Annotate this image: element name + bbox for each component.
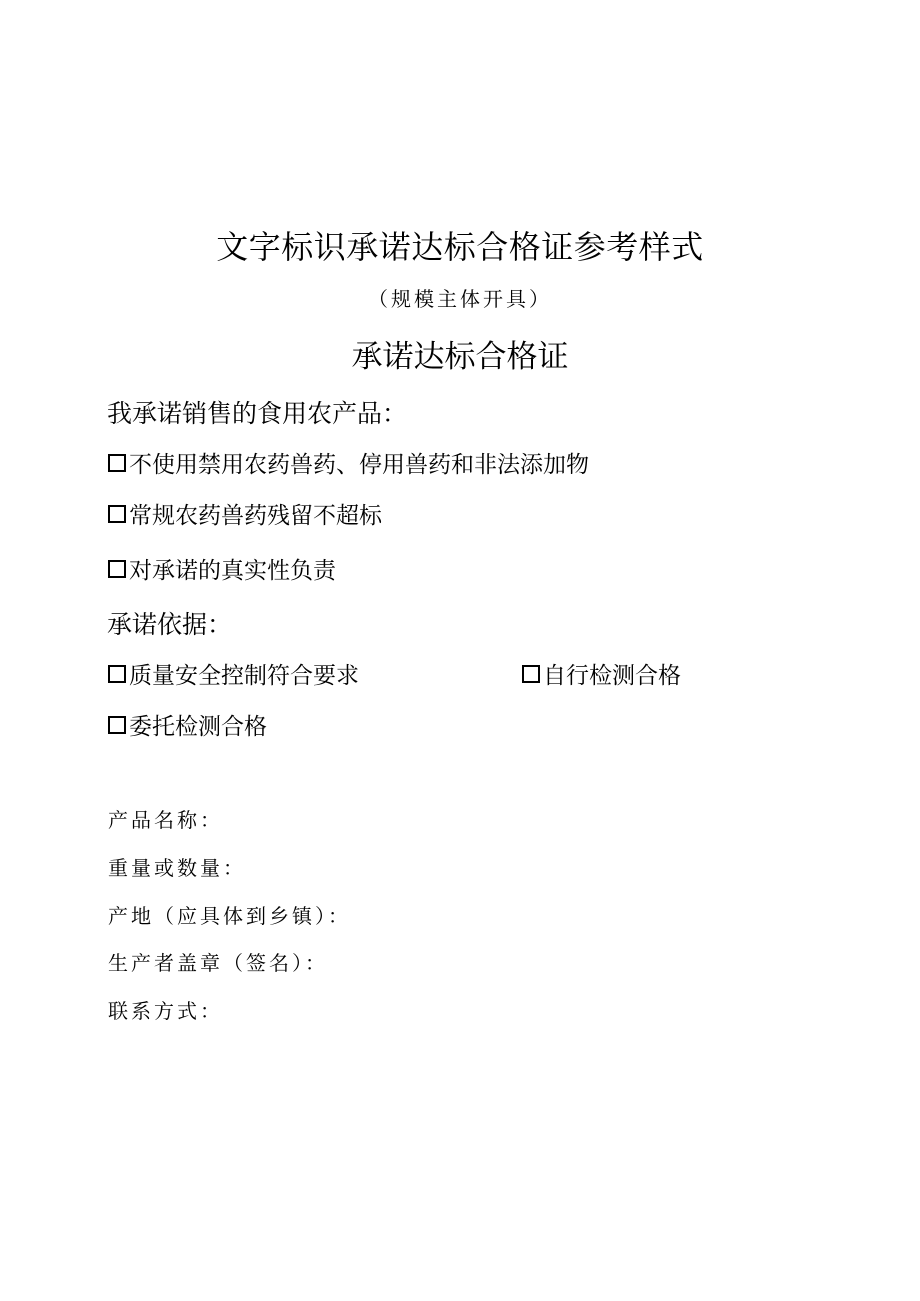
basis-option-quality-control[interactable] xyxy=(108,657,359,690)
document-subtitle: （规模主体开具） xyxy=(368,287,552,311)
checkbox[interactable] xyxy=(108,505,126,523)
option-label: 常规农药兽药残留不超标 xyxy=(129,503,382,529)
certificate-title: 承诺达标合格证 xyxy=(351,339,569,375)
field-weight-or-quantity: 重量或数量： xyxy=(108,856,246,880)
checkbox[interactable] xyxy=(108,560,126,578)
checkbox[interactable] xyxy=(108,665,126,683)
field-product-name: 产品名称： xyxy=(108,808,223,832)
field-origin: 产地（应具体到乡镇）： xyxy=(108,904,351,928)
commitment-option-no-banned-drugs[interactable] xyxy=(108,446,589,479)
basis-option-self-tested[interactable] xyxy=(522,657,681,690)
option-label: 自行检测合格 xyxy=(543,663,681,689)
checkbox[interactable] xyxy=(108,716,126,734)
basis-heading: 承诺依据： xyxy=(107,610,233,639)
field-contact: 联系方式： xyxy=(108,999,223,1023)
commitment-option-responsible-for-truth[interactable] xyxy=(108,552,336,585)
option-label: 对承诺的真实性负责 xyxy=(129,558,336,584)
option-label: 质量安全控制符合要求 xyxy=(129,663,359,689)
checkbox[interactable] xyxy=(522,665,540,683)
checkbox[interactable] xyxy=(108,454,126,472)
option-label: 委托检测合格 xyxy=(129,714,267,740)
document-title: 文字标识承诺达标合格证参考样式 xyxy=(216,228,704,266)
commitment-option-residue-within-limit[interactable] xyxy=(108,497,382,530)
basis-option-commissioned-test[interactable] xyxy=(108,708,267,741)
commitment-heading: 我承诺销售的食用农产品： xyxy=(107,399,408,428)
option-label: 不使用禁用农药兽药、停用兽药和非法添加物 xyxy=(129,452,589,478)
field-producer-seal: 生产者盖章（签名）： xyxy=(108,951,328,975)
